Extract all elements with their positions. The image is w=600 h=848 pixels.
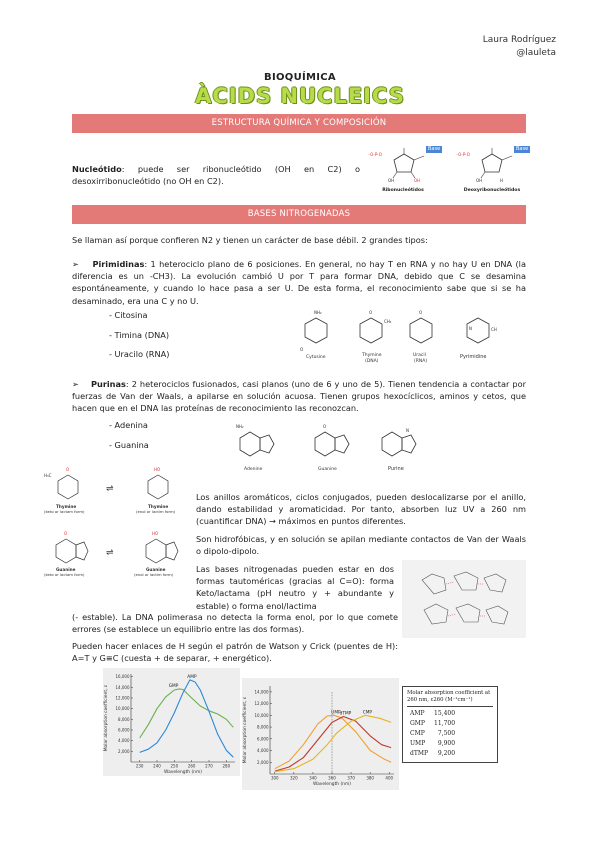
x-tick-label: 280: [222, 763, 231, 769]
adenine-structure: [236, 424, 274, 456]
base-badge-deoxy: Base: [516, 146, 529, 152]
y-tick-label: 2,000: [118, 748, 130, 754]
fig-label-purine: Purine: [388, 466, 404, 472]
svg-text:N: N: [406, 428, 409, 433]
ribonucleotide-label: Ribonucleótidos: [382, 188, 424, 193]
fig-label-keto-form: (keto or lactam form): [44, 572, 85, 577]
x-tick-label: 380: [366, 775, 374, 781]
series-label-ump: UMP: [331, 710, 341, 716]
tautomer-structures: [38, 463, 198, 581]
aromatic-paragraph: Los anillos aromáticos, ciclos conjugados, pueden deslocalizarse por el anillo, dando estabilidad y aromaticidad. Por tanto, absorben luz UV a 260 nm (cuantificar DNA) → máximos en puntos diferentes.: [196, 492, 526, 527]
table-row: [407, 709, 458, 719]
series-line-ump: [275, 715, 391, 768]
y-axis-label: Molar absorption coefficient, ε: [104, 684, 109, 752]
series-label-dtmp: dTMP: [339, 711, 352, 717]
y-tick-label: 12,000: [254, 701, 269, 707]
fig-label-enol-form: (enol or lactim form): [136, 509, 176, 514]
fig-label-uracil-rna: (RNA): [414, 359, 428, 364]
hydrophobic-paragraph: Son hidrofóbicas, y en solución se apilan mediante contactos de Van der Waals o dipolo-dipolo.: [196, 534, 526, 557]
fig-label-thymine-enol: Thymine: [148, 504, 169, 509]
fig-label-cytosine: Cytosine: [306, 355, 326, 360]
list-item: - Citosina: [109, 310, 148, 320]
thymine-enol-structure: [148, 467, 168, 499]
table-row: [407, 719, 458, 729]
y-tick-label: 4,000: [257, 748, 269, 754]
series-label-amp: AMP: [187, 674, 197, 680]
bullet-arrow-icon: ➢: [72, 259, 79, 269]
y-tick-label: 8,000: [257, 724, 269, 730]
series-line-amp: [140, 680, 234, 757]
y-tick-label: 14,000: [254, 689, 269, 695]
subject-title: BIOQUÍMICA: [264, 72, 336, 83]
absorption-chart-1: [103, 668, 240, 776]
svg-text:O: O: [66, 467, 70, 472]
uracil-structure: [410, 310, 432, 343]
fig-label-keto-form: (keto or lactam form): [44, 509, 85, 514]
deoxyribonucleotide-label: Deoxyribonucleótidos: [463, 188, 521, 193]
x-tick-label: 270: [205, 763, 213, 769]
fig-label-adenine: Adenine: [244, 467, 263, 472]
fig-label-thymine-keto: Thymine: [56, 504, 77, 509]
absorption-table-caption: Molar absorption coefficient at 260 nm, ε260 (M⁻¹cm⁻¹): [407, 690, 493, 707]
guanine-enol-structure: [146, 531, 178, 563]
x-axis-label: Wavelength (nm): [313, 782, 351, 787]
svg-text:O: O: [419, 310, 423, 315]
y-tick-label: 16,000: [115, 674, 130, 680]
fig-label-uracil: Uracil: [413, 353, 426, 358]
svg-text:OH: OH: [476, 178, 483, 183]
table-cell-value: 7,500: [437, 730, 456, 737]
svg-text:N: N: [469, 326, 472, 331]
pyrimidine-structures: [296, 306, 526, 366]
table-cell-nucleotide: CMP: [410, 730, 425, 737]
purine-structures: [230, 418, 450, 476]
svg-text:OH: OH: [388, 178, 395, 183]
pyrimidines-term: Pirimidinas: [92, 259, 145, 269]
y-axis-label: Molar absorption coefficient, ε: [243, 696, 248, 764]
x-tick-label: 340: [309, 775, 317, 781]
series-label-gmp: GMP: [168, 683, 179, 689]
table-cell-nucleotide: AMP: [410, 710, 425, 717]
svg-text:HO: HO: [154, 467, 161, 472]
ribonucleotide-figure: [368, 144, 441, 196]
svg-text:O: O: [300, 347, 304, 352]
purines-text: : 2 heterociclos fusionados, casi planos (uno de 6 y uno de 5). Tienen tendencia a contactar por fuerzas de Van der Waals, a apilarse en solución acuosa. Tienen grupos hexocíclicos, aminos y cetos, que hacen que en el DNA las proteínas de reconocimiento las reconozcan.: [72, 379, 526, 414]
svg-text:NH₂: NH₂: [236, 424, 244, 429]
purines-paragraph: [72, 378, 526, 415]
section-heading-structure: ESTRUCTURA QUÍMICA Y COMPOSICIÓN: [72, 114, 526, 133]
fig-label-thymine: Thymine: [362, 353, 382, 358]
purines-term: Purinas: [91, 379, 126, 389]
x-tick-label: 400: [385, 775, 394, 781]
y-tick-label: 10,000: [254, 712, 269, 718]
y-tick-label: 2,000: [257, 759, 269, 765]
svg-text:H₃C: H₃C: [44, 473, 52, 478]
fig-label-guanine: Guanine: [318, 467, 337, 472]
table-cell-value: 11,700: [434, 720, 456, 727]
svg-text:NH₂: NH₂: [314, 310, 322, 315]
table-cell-nucleotide: UMP: [410, 740, 426, 747]
x-axis-label: Wavelength (nm): [164, 770, 202, 775]
series-line-dtmp: [275, 717, 391, 772]
x-tick-label: 300: [270, 775, 279, 781]
table-cell-nucleotide: dTMP: [410, 750, 429, 757]
pyrimidines-paragraph: [72, 258, 526, 307]
y-tick-label: 10,000: [115, 706, 130, 712]
list-item: - Uracilo (RNA): [109, 349, 170, 359]
x-tick-label: 240: [153, 763, 161, 769]
svg-text:⁻O-P-O: ⁻O-P-O: [368, 152, 382, 157]
fig-label-guanine-enol: Guanine: [146, 567, 166, 572]
table-row: [407, 729, 458, 739]
nucleotide-paragraph: [72, 163, 360, 187]
table-cell-value: 9,200: [437, 750, 456, 757]
svg-text:O: O: [64, 531, 68, 536]
chart-2-svg: [242, 678, 399, 790]
fig-label-guanine-keto: Guanine: [56, 567, 76, 572]
svg-text:O: O: [369, 310, 373, 315]
series-line-gmp: [140, 689, 234, 738]
x-tick-label: 320: [290, 775, 298, 781]
watson-crick-paragraph: Pueden hacer enlaces de H según el patrón de Watson y Crick (puentes de H): A=T y G≡C (cuesta + de separar, + energético).: [72, 641, 398, 664]
x-tick-label: 230: [135, 763, 144, 769]
x-tick-label: 370: [347, 775, 355, 781]
purine-ring-structure: [382, 428, 416, 456]
bullet-arrow-icon: ➢: [72, 379, 79, 389]
thymine-keto-structure: [44, 467, 78, 499]
svg-text:OH: OH: [414, 178, 421, 183]
equilibrium-arrow-icon: ⇌: [106, 548, 114, 558]
y-tick-label: 4,000: [118, 738, 130, 744]
deoxyribonucleotide-figure: [452, 144, 532, 196]
fig-label-enol-form: (enol or lactim form): [134, 572, 174, 577]
table-cell-value: 9,900: [437, 740, 456, 747]
bases-intro: Se llaman así porque confieren N2 y tienen un carácter de base débil. 2 grandes tipos:: [72, 235, 428, 245]
section-heading-bases: BASES NITROGENADAS: [72, 205, 526, 224]
pyrimidine-ring-structure: [467, 318, 497, 343]
svg-text:CH: CH: [491, 327, 497, 332]
svg-text:CH₃: CH₃: [384, 319, 392, 324]
author-name: Laura Rodríguez: [482, 35, 556, 45]
svg-text:H: H: [500, 178, 504, 183]
tautomer-paragraph-b: (- estable). La DNA polimerasa no detecta la forma enol, por lo que comete errores (se establece un equilibrio entre las dos formas).: [72, 612, 398, 635]
list-item: - Guanina: [109, 440, 149, 450]
base-pair-structure: [402, 560, 526, 638]
base-pair-figure: [402, 560, 526, 638]
y-tick-label: 14,000: [115, 684, 130, 690]
page-title: ÀCIDS NUCLEICS: [195, 84, 405, 108]
list-item: - Adenina: [109, 420, 148, 430]
absorption-table-grid: [407, 709, 458, 759]
guanine-structure: [315, 424, 349, 456]
y-tick-label: 8,000: [118, 716, 130, 722]
author-block: [483, 34, 556, 60]
table-cell-nucleotide: GMP: [410, 720, 425, 727]
guanine-keto-structure: [56, 531, 88, 563]
series-line-cmp: [275, 715, 391, 771]
table-cell-value: 15,400: [434, 710, 456, 717]
fig-label-pyrimidine: Pyrimidine: [460, 354, 487, 360]
cytosine-structure: [300, 310, 327, 352]
svg-text:⁻O-P-O: ⁻O-P-O: [456, 152, 470, 157]
base-badge-ribo: Base: [428, 146, 441, 152]
absorption-chart-2: [242, 678, 399, 790]
y-tick-label: 6,000: [118, 727, 130, 733]
author-handle: @lauleta: [516, 48, 556, 58]
svg-text:HO: HO: [152, 531, 159, 536]
fig-label-thymine-dna: (DNA): [365, 359, 379, 364]
x-tick-label: 360: [328, 775, 336, 781]
svg-text:O: O: [323, 424, 327, 429]
thymine-structure: [360, 310, 392, 343]
tautomer-paragraph-a: Las bases nitrogenadas pueden estar en dos formas tautoméricas (gracias al C=O): forma Keto/lactama (pH neutro y + abundante y estable) o forma enol/lactima: [196, 564, 394, 611]
table-row: [407, 739, 458, 749]
table-row: [407, 749, 458, 759]
y-tick-label: 6,000: [257, 736, 269, 742]
chart-1-svg: [103, 668, 240, 776]
absorption-table: [402, 686, 498, 763]
pyrimidines-text: : 1 heterociclo plano de 6 posiciones. En general, no hay T en RNA y no hay U en DNA (la diferencia es un -CH3). La evolución cambió U por T para formar DNA, debido que C se desamina espontáneamente, y cuando lo hace pasa a ser U. De esta forma, el reconocimiento sabe que si se ha desaminado, era una C y no U.: [72, 259, 526, 306]
y-tick-label: 12,000: [115, 695, 130, 701]
x-tick-label: 260: [187, 763, 196, 769]
nucleotide-term: Nucleótido: [72, 164, 122, 174]
equilibrium-arrow-icon: ⇌: [106, 484, 114, 494]
list-item: - Timina (DNA): [109, 330, 170, 340]
x-tick-label: 250: [170, 763, 179, 769]
nucleotide-text: : puede ser ribonucleótido (OH en C2) o desoxirribonucleótido (no OH en C2).: [72, 164, 360, 187]
series-label-cmp: CMP: [362, 710, 373, 716]
